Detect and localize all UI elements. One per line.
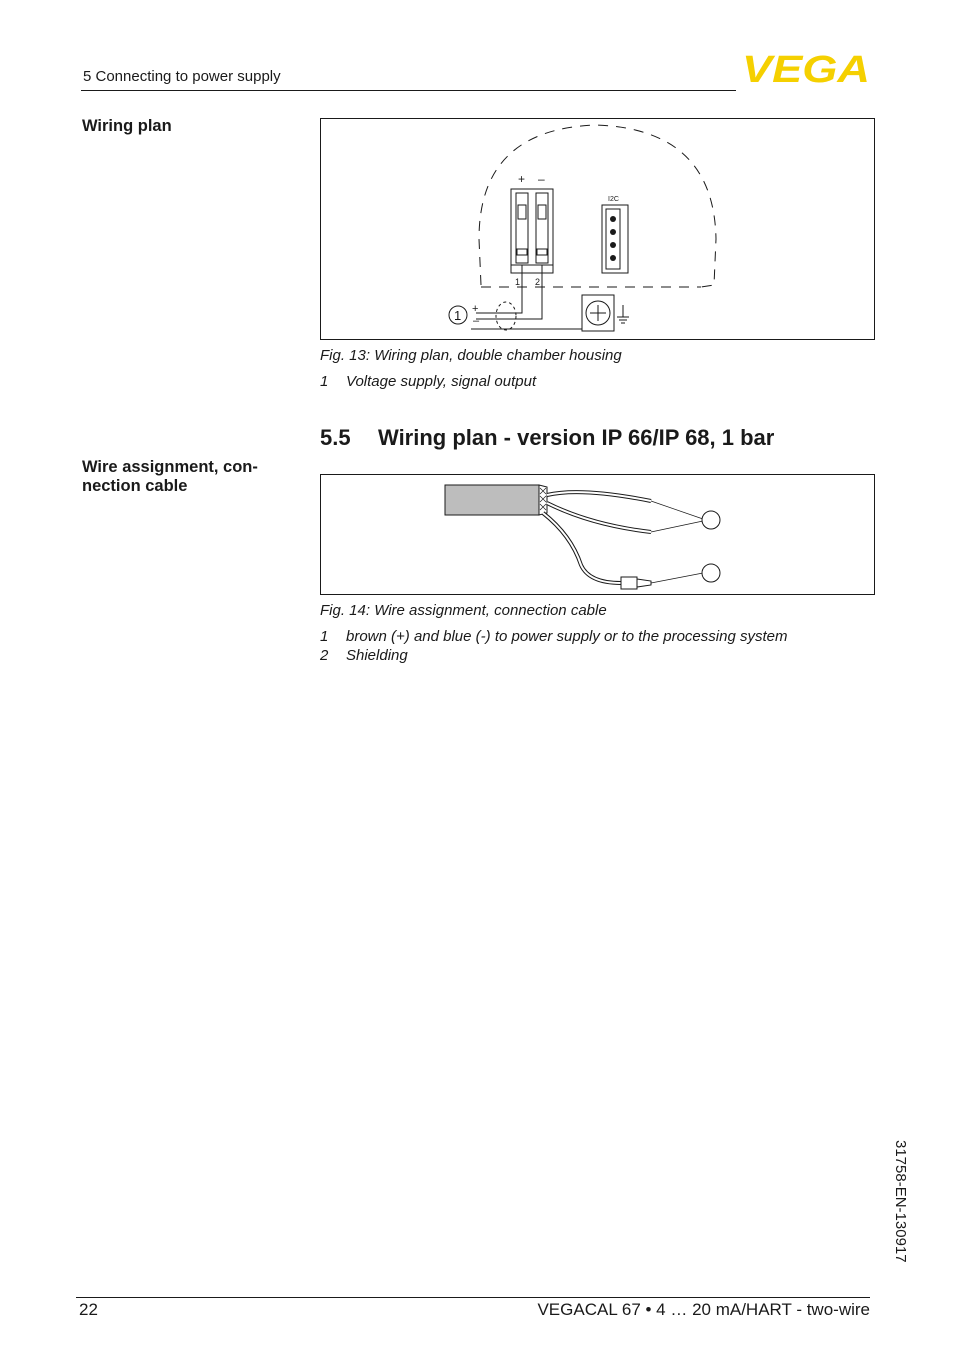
callout-1 — [702, 511, 720, 529]
figure-13-legend-item: 1 Voltage supply, signal output — [320, 373, 537, 390]
page-number: 22 — [79, 1300, 98, 1319]
figure-14-legend-item: 2 Shielding — [320, 647, 408, 664]
side-heading-wire-assignment: Wire assignment, con- nection cable — [82, 458, 258, 495]
section-title: Wiring plan - version IP 66/IP 68, 1 bar — [378, 425, 775, 450]
supply-minus-label: – — [473, 315, 480, 327]
running-header: 5 Connecting to power supply — [83, 68, 281, 85]
terminal-1-label: 1 — [515, 277, 521, 287]
wiring-diagram — [321, 119, 874, 339]
svg-text:VEGA: VEGA — [742, 52, 870, 84]
figure-13-caption: Fig. 13: Wiring plan, double chamber housing — [320, 347, 622, 364]
footer-product: VEGACAL 67 • 4 … 20 mA/HART - two-wire — [537, 1300, 870, 1319]
callout-2 — [702, 564, 720, 582]
cable-shield — [496, 302, 516, 330]
footer-rule — [76, 1297, 870, 1298]
cable-jacket — [445, 485, 539, 515]
figure-14-legend-item: 1 brown (+) and blue (-) to power supply or to the processing system — [320, 628, 788, 645]
figure-14-cable — [320, 474, 875, 595]
wire-blue — [547, 503, 651, 532]
vega-logo — [742, 52, 872, 84]
section-number: 5.5 — [320, 425, 351, 450]
header-rule — [81, 90, 736, 91]
figure-14-caption: Fig. 14: Wire assignment, connection cable — [320, 602, 607, 619]
side-heading-wiring-plan: Wiring plan — [82, 117, 172, 135]
supply-plus-label: + — [472, 303, 479, 315]
document-id: 31758-EN-130917 — [892, 1140, 909, 1263]
section-heading — [320, 425, 774, 451]
figure-13-wiring-plan — [320, 118, 875, 340]
terminal-minus-label: – — [538, 172, 545, 186]
wire-ferrule — [621, 577, 637, 589]
terminal-2-label: 2 — [535, 277, 541, 287]
i2c-label: I2C — [608, 196, 619, 203]
terminal-plus-label: + — [518, 172, 526, 186]
svg-text:1: 1 — [454, 308, 462, 323]
cable-diagram — [321, 475, 874, 594]
